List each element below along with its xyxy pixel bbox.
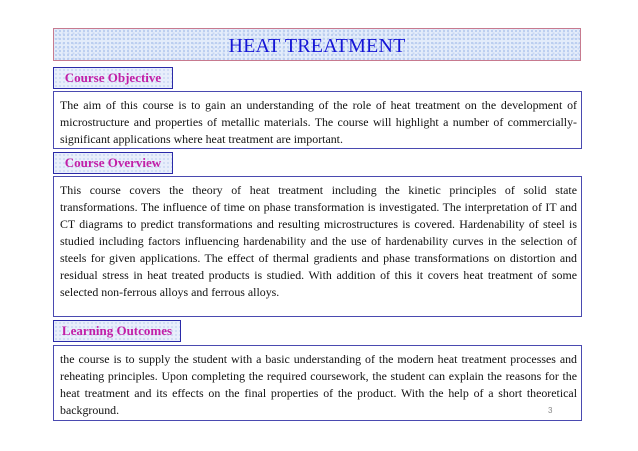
slide-title: HEAT TREATMENT: [228, 35, 406, 57]
course-overview-text: This course covers the theory of heat treatment including the kinetic principles of solid state transformations. The influence of time on phase transformation is investigated. The interpretation of IT and CT diagrams to predict transformations and resulting microstructures is covered. Hardenability of steel is studied including factors influencing hardenability and the use of hardenability curves in the selection of steels for given applications. The effect of thermal gradients and phase transformations on distortion and residual stress in heat treated products is studied. With addition of this it covers heat treatment of some selected non-ferrous alloys and ferrous alloys.: [53, 176, 582, 317]
course-overview-heading: Course Overview: [53, 152, 173, 174]
title-banner: [53, 28, 581, 61]
course-objective-heading: Course Objective: [53, 67, 173, 89]
page-number: 3: [548, 406, 553, 415]
course-objective-text: The aim of this course is to gain an understanding of the role of heat treatment on the development of microstructure and properties of metallic materials. The course will highlight a number of commercially-significant applications where heat treatment are important.: [53, 91, 582, 149]
learning-outcomes-heading: Learning Outcomes: [53, 320, 181, 342]
learning-outcomes-text: the course is to supply the student with a basic understanding of the modern heat treatment processes and reheating principles. Upon completing the required coursework, the student can explain the reasons for the heat treatment and its effects on the final properties of the product. With the help of a short theoretical background.: [53, 345, 582, 421]
